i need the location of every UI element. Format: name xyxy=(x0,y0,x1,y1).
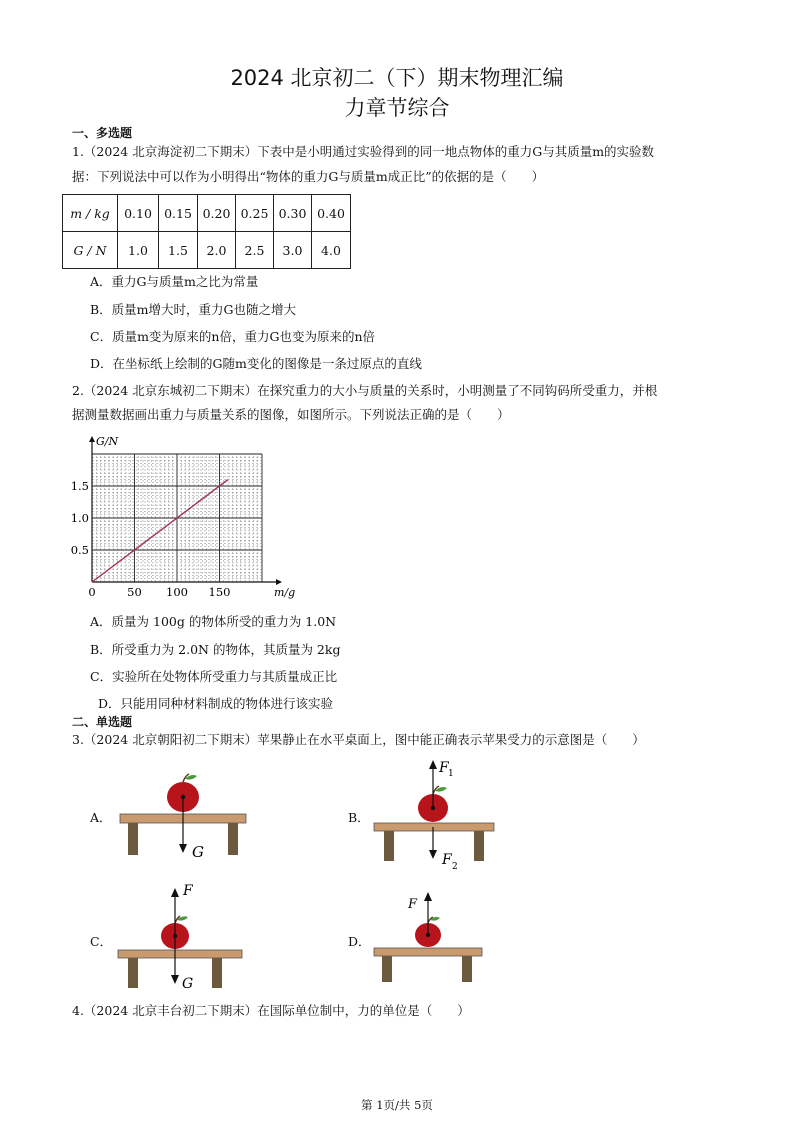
table-top xyxy=(374,948,482,956)
question-2-option-d: D．只能用同种材料制成的物体进行该实验 xyxy=(98,696,334,711)
force-label-f: F xyxy=(183,883,193,899)
table-row xyxy=(63,195,351,232)
question-3-option-d-label: D． xyxy=(348,934,371,949)
question-1-option-a: A．重力G与质量m之比为常量 xyxy=(90,274,259,289)
question-3-line-1: 3.（2024 北京朝阳初二下期末）苹果静止在水平桌面上，图中能正确表示苹果受力的示意图是（ ） xyxy=(72,732,645,747)
section-heading-single-choice: 二、单选题 xyxy=(72,715,133,729)
question-2-option-a: A．质量为 100g 的物体所受的重力为 1.0N xyxy=(90,614,337,629)
x-tick-label: 150 xyxy=(208,585,231,599)
table-cell: 3.0 xyxy=(274,232,312,269)
table-leg xyxy=(212,958,222,988)
table-leg xyxy=(474,831,484,861)
table-cell: 1.0 xyxy=(118,232,159,269)
force-label-g: G xyxy=(182,976,194,992)
question-1-line-2: 据：下列说法中可以作为小明得出“物体的重力G与质量m成正比”的依据的是（ ） xyxy=(72,169,545,184)
arrow-head-icon xyxy=(171,888,179,897)
figure-b-apple-on-table xyxy=(368,752,508,880)
page-title: 2024 北京初二（下）期末物理汇编 xyxy=(230,66,564,90)
question-4-line-1: 4.（2024 北京丰台初二下期末）在国际单位制中，力的单位是（ ） xyxy=(72,1003,470,1018)
x-tick-label: 100 xyxy=(166,585,188,599)
table-cell: 0.15 xyxy=(159,195,198,232)
force-label-f1-subscript: 1 xyxy=(448,769,454,779)
x-tick-label: 0 xyxy=(88,585,96,599)
question-3-option-b-label: B． xyxy=(348,810,370,825)
arrow-head-icon xyxy=(429,850,437,859)
table-cell: 2.0 xyxy=(198,232,236,269)
question-3-option-c-label: C． xyxy=(90,934,113,949)
table-leg xyxy=(228,823,238,855)
y-tick-label: 1.0 xyxy=(70,511,89,525)
question-2-line-1: 2.（2024 北京东城初二下期末）在探究重力的大小与质量的关系时，小明测量了不同钩码所受重力，并根 xyxy=(72,383,658,398)
force-label-f2: F xyxy=(442,852,452,868)
force-label-g: G xyxy=(192,843,204,861)
force-label-f1: F xyxy=(439,760,449,776)
arrow-head-icon xyxy=(179,844,187,853)
table-cell: 0.40 xyxy=(312,195,351,232)
y-tick-label: 0.5 xyxy=(70,543,89,557)
question-1-option-d: D．在坐标纸上绘制的G随m变化的图像是一条过原点的直线 xyxy=(90,356,422,371)
table-cell: 1.5 xyxy=(159,232,198,269)
table-row xyxy=(63,232,351,269)
question-2-option-b: B．所受重力为 2.0N 的物体，其质量为 2kg xyxy=(90,642,341,657)
arrow-head-icon xyxy=(429,760,437,769)
chart-labels xyxy=(71,435,295,599)
figure-d-apple-on-table xyxy=(370,888,490,984)
question-2-option-c: C．实验所在处物体所受重力与其质量成正比 xyxy=(90,669,338,684)
table-cell: 0.20 xyxy=(198,195,236,232)
table-leg xyxy=(128,823,138,855)
question-3-option-a-label: A． xyxy=(90,810,112,825)
table-row-header: m / kg xyxy=(63,195,118,232)
table-row-header: G / N xyxy=(63,232,118,269)
table-leg xyxy=(384,831,394,861)
y-axis-label: G/N xyxy=(96,435,119,448)
y-tick-label: 1.5 xyxy=(70,479,89,493)
table-cell: 0.25 xyxy=(236,195,274,232)
question-1-table xyxy=(62,194,351,269)
table-leg xyxy=(128,958,138,988)
gravity-mass-chart xyxy=(70,432,296,602)
figure-c-apple-on-table xyxy=(112,880,252,992)
question-1-option-b: B．质量m增大时，重力G也随之增大 xyxy=(90,302,297,317)
y-axis-arrow-icon xyxy=(89,436,95,442)
question-1-option-c: C．质量m变为原来的n倍，重力G也变为原来的n倍 xyxy=(90,329,376,344)
table-leg xyxy=(462,956,472,982)
x-axis-label: m/g xyxy=(274,586,296,599)
force-label-f2-subscript: 2 xyxy=(452,862,458,872)
figure-a-apple-on-table xyxy=(112,770,252,865)
page-footer: 第 1页/共 5页 xyxy=(361,1098,433,1112)
table-top xyxy=(374,823,494,831)
force-label-f: F xyxy=(408,897,418,912)
table-leg xyxy=(382,956,392,982)
question-2-line-2: 据测量数据画出重力与质量关系的图像，如图所示。下列说法正确的是（ ） xyxy=(72,407,510,422)
x-axis-arrow-icon xyxy=(276,579,282,585)
page-subtitle: 力章节综合 xyxy=(344,96,450,120)
table-cell: 0.30 xyxy=(274,195,312,232)
section-heading-multiple-choice: 一、多选题 xyxy=(72,126,133,140)
question-1-line-1: 1.（2024 北京海淀初二下期末）下表中是小明通过实验得到的同一地点物体的重力G与其质量m的实验数 xyxy=(72,144,655,159)
table-cell: 4.0 xyxy=(312,232,351,269)
table-cell: 2.5 xyxy=(236,232,274,269)
x-tick-label: 50 xyxy=(127,585,142,599)
arrow-head-icon xyxy=(171,975,179,984)
table-cell: 0.10 xyxy=(118,195,159,232)
arrow-head-icon xyxy=(424,892,432,901)
table-top xyxy=(118,950,242,958)
